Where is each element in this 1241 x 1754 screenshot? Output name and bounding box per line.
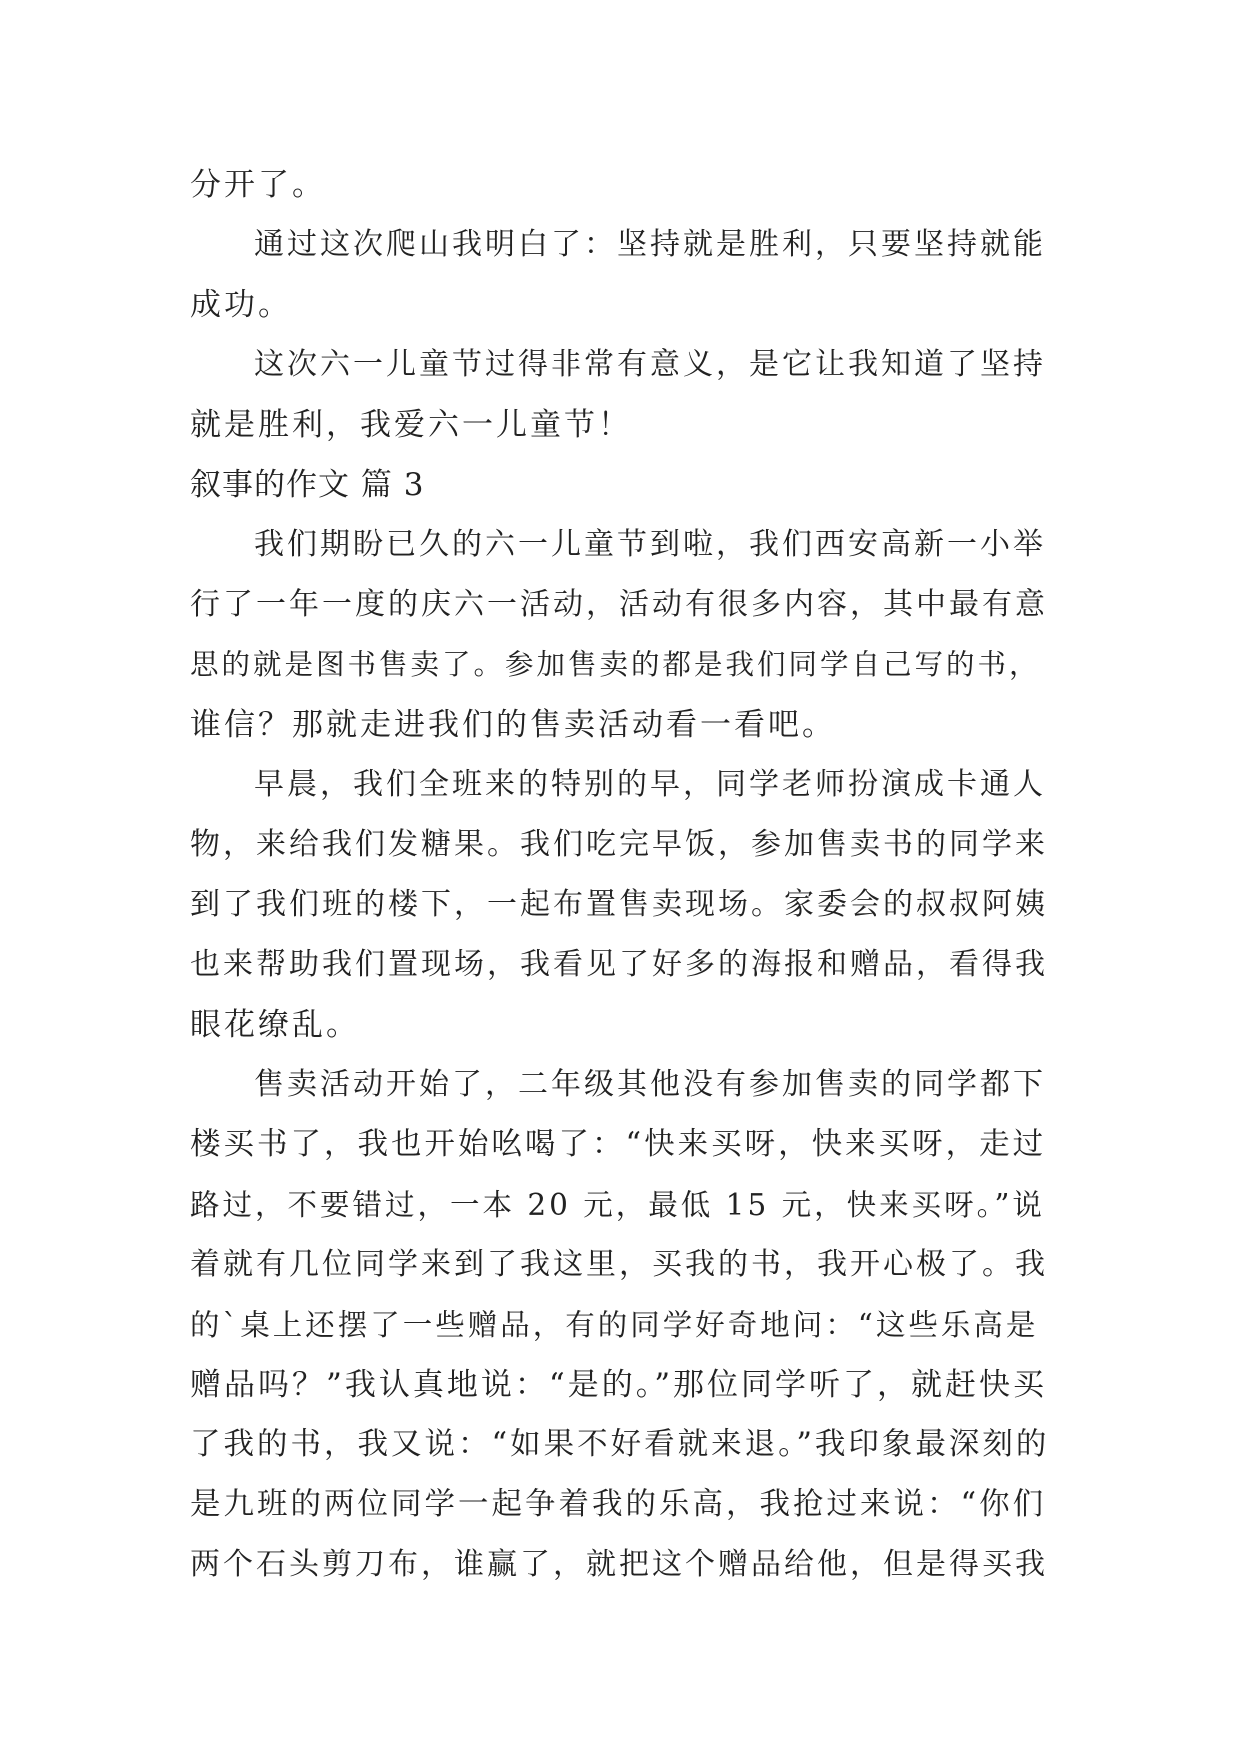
text-line: 眼花缭乱。 [190, 1007, 360, 1043]
text-line: 行了一年一度的庆六一活动，活动有很多内容，其中最有意 [190, 587, 1048, 622]
text-line: 两个石头剪刀布，谁赢了，就把这个赠品给他，但是得买我 [190, 1547, 1048, 1582]
text-line: 路过，不要错过，一本 20 元，最低 15 元，快来买呀。”说 [190, 1188, 1045, 1222]
text-line: 成功。 [190, 287, 292, 323]
text-line: 着就有几位同学来到了我这里，买我的书，我开心极了。我 [190, 1247, 1048, 1282]
text-line: 的`桌上还摆了一些赠品，有的同学好奇地问：“这些乐高是 [190, 1308, 1039, 1342]
text-line: 也来帮助我们置现场，我看见了好多的海报和赠品，看得我 [190, 947, 1048, 982]
text-line: 谁信？那就走进我们的售卖活动看一看吧。 [190, 707, 836, 743]
document-body [190, 155, 1050, 1595]
text-line: 分开了。 [190, 167, 326, 203]
text-line: 是九班的两位同学一起争着我的乐高，我抢过来说：“你们 [190, 1487, 1047, 1522]
paragraph-first-line: 这次六一儿童节过得非常有意义，是它让我知道了坚持 [254, 347, 1046, 382]
text-line: 就是胜利，我爱六一儿童节！ [190, 407, 632, 443]
paragraph-first-line: 通过这次爬山我明白了：坚持就是胜利，只要坚持就能 [254, 227, 1046, 262]
text-line: 物，来给我们发糖果。我们吃完早饭，参加售卖书的同学来 [190, 827, 1048, 862]
section-heading: 叙事的作文 篇 3 [190, 467, 425, 503]
text-line: 赠品吗？”我认真地说：“是的。”那位同学听了，就赶快买 [190, 1367, 1048, 1403]
paragraph-first-line: 售卖活动开始了，二年级其他没有参加售卖的同学都下 [254, 1067, 1046, 1102]
paragraph-first-line: 我们期盼已久的六一儿童节到啦，我们西安高新一小举 [254, 527, 1046, 562]
text-line: 楼买书了，我也开始吆喝了：“快来买呀，快来买呀，走过 [190, 1127, 1047, 1162]
text-line: 到了我们班的楼下，一起布置售卖现场。家委会的叔叔阿姨 [190, 887, 1048, 922]
text-line: 了我的书，我又说：“如果不好看就来退。”我印象最深刻的 [190, 1427, 1050, 1462]
paragraph-first-line: 早晨，我们全班来的特别的早，同学老师扮演成卡通人 [254, 767, 1046, 802]
text-line: 思的就是图书售卖了。参加售卖的都是我们同学自己写的书， [190, 648, 1041, 681]
